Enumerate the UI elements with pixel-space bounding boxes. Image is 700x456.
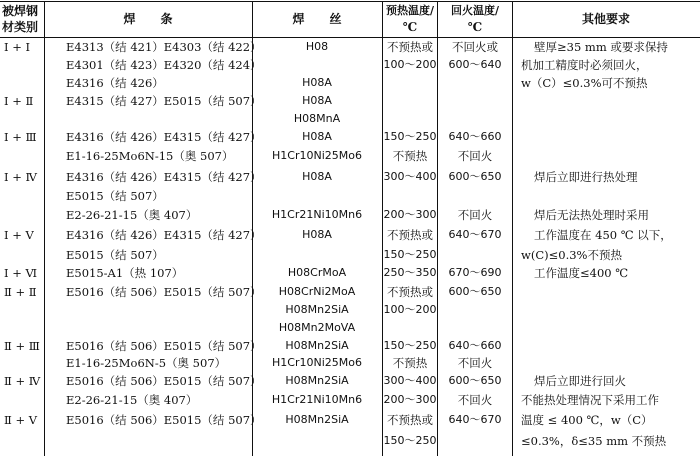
header-other: 其他要求 (581, 12, 631, 26)
electrode-line: E5016（结 506）E5015（结 507） (66, 374, 262, 388)
temper-value: 不回火 (457, 356, 493, 370)
header-preheat: 预热温度/ (385, 4, 435, 17)
wire-line: H08A (302, 228, 332, 241)
temper-value: 640～670 (448, 228, 502, 241)
wire-line: H1Cr10Ni25Mo6 (272, 356, 362, 369)
preheat-value: 250～350 (383, 266, 437, 279)
temper-value: 640～670 (448, 413, 502, 426)
other-requirement: w（C）≤0.3%可不预热 (521, 76, 648, 90)
row-category: Ⅰ + Ⅰ (4, 40, 31, 54)
temper-value: 640～660 (448, 339, 502, 352)
preheat-value: 200～300 (383, 208, 437, 221)
preheat-value: 不预热或 (387, 285, 433, 299)
electrode-line: E2-26-21-15（奥 407） (66, 393, 198, 407)
preheat-value: 不预热或 (387, 40, 433, 54)
electrode-line: E2-26-21-15（奥 407） (66, 208, 198, 222)
wire-line: H08Mn2SiA (285, 303, 349, 316)
electrode-line: E4301（结 423）E4320（结 424） (66, 58, 262, 72)
electrode-line: E5016（结 506）E5015（结 507） (66, 339, 262, 353)
wire-line: H08Mn2MoVA (278, 321, 356, 334)
header-material-category-2: 材类别 (2, 20, 39, 34)
electrode-line: E5016（结 506）E5015（结 507） (66, 285, 262, 299)
header-preheat-unit: ℃ (402, 20, 418, 34)
preheat-value: 100～200 (383, 303, 437, 316)
other-requirement: 焊后无法热处理时采用 (534, 208, 649, 222)
temper-value: 670～690 (448, 266, 502, 279)
temper-value: 600～650 (448, 170, 502, 183)
preheat-value: 不预热 (392, 356, 428, 370)
preheat-value: 150～250 (383, 339, 437, 352)
preheat-value: 200～300 (383, 393, 437, 406)
other-requirement: 工作温度≤400 ℃ (534, 266, 629, 280)
row-category: Ⅰ + Ⅲ (4, 130, 37, 144)
row-category: Ⅰ + Ⅳ (4, 170, 37, 184)
preheat-value: 150～250 (383, 248, 437, 261)
preheat-value: 300～400 (383, 374, 437, 387)
temper-value: 640～660 (448, 130, 502, 143)
preheat-value: 150～250 (383, 434, 437, 447)
row-category: Ⅰ + Ⅴ (4, 228, 34, 242)
other-requirement: 温度 ≤ 400 ℃，w（C） (521, 413, 653, 427)
table-top-border (0, 1, 700, 2)
wire-line: H1Cr21Ni10Mn6 (271, 393, 363, 406)
wire-line: H08CrMoA (287, 266, 347, 279)
header-wire: 焊 丝 (292, 12, 342, 26)
wire-line: H1Cr10Ni25Mo6 (272, 149, 362, 162)
preheat-value: 不预热 (392, 149, 428, 163)
wire-line: H08A (302, 130, 332, 143)
electrode-line: E4316（结 426）E4315（结 427） (66, 228, 262, 242)
other-requirement: 壁厚≥35 mm 或要求保持 (534, 40, 668, 54)
temper-value: 不回火 (457, 149, 493, 163)
electrode-line: E4316（结 426）E4315（结 427） (66, 130, 262, 144)
other-requirement: 焊后立即进行回火 (534, 374, 626, 388)
wire-line: H08 (305, 40, 329, 53)
header-temper-unit: ℃ (467, 20, 483, 34)
row-category: Ⅱ + Ⅳ (4, 374, 41, 388)
wire-line: H08A (302, 94, 332, 107)
electrode-line: E1-16-25Mo6N-5（奥 507） (66, 356, 227, 370)
electrode-line: E5016（结 506）E5015（结 507） (66, 413, 262, 427)
other-requirement: 不能热处理情况下采用工作 (521, 393, 659, 407)
row-category: Ⅱ + Ⅴ (4, 413, 38, 427)
col-divider-5 (512, 1, 513, 456)
preheat-value: 150～250 (383, 130, 437, 143)
header-material-category: 被焊钢 (2, 4, 39, 18)
temper-value: 600～650 (448, 374, 502, 387)
temper-value: 600～640 (448, 58, 502, 71)
preheat-value: 不预热或 (387, 228, 433, 242)
other-requirement: 工作温度在 450 ℃ 以下， (534, 228, 672, 242)
electrode-line: E4315（结 427）E5015（结 507） (66, 94, 262, 108)
electrode-line: E5015（结 507） (66, 248, 164, 262)
wire-line: H08MnA (293, 112, 341, 125)
row-category: Ⅱ + Ⅱ (4, 285, 37, 299)
temper-value: 不回火 (457, 393, 493, 407)
row-category: Ⅰ + Ⅱ (4, 94, 34, 108)
electrode-line: E4313（结 421）E4303（结 422） (66, 40, 262, 54)
other-requirement: w(C)≤0.3%不预热 (521, 248, 622, 262)
row-category: Ⅰ + Ⅵ (4, 266, 38, 280)
electrode-line: E4316（结 426）E4315（结 427） (66, 170, 262, 184)
other-requirement: 机加工精度时必须回火， (521, 58, 648, 72)
temper-value: 不回火 (457, 208, 493, 222)
col-divider-4 (437, 1, 438, 456)
wire-line: H08A (302, 170, 332, 183)
wire-line: H08Mn2SiA (285, 339, 349, 352)
preheat-value: 300～400 (383, 170, 437, 183)
electrode-line: E5015（结 507） (66, 189, 164, 203)
electrode-line: E1-16-25Mo6N-15（奥 507） (66, 149, 234, 163)
temper-value: 600～650 (448, 285, 502, 298)
wire-line: H08CrNi2MoA (278, 285, 356, 298)
header-bottom-rule (0, 37, 700, 38)
col-divider-1 (44, 1, 45, 456)
preheat-value: 100～200 (383, 58, 437, 71)
header-temper: 回火温度/ (450, 4, 500, 17)
row-category: Ⅱ + Ⅲ (4, 339, 40, 353)
wire-line: H1Cr21Ni10Mn6 (271, 208, 363, 221)
wire-line: H08Mn2SiA (285, 413, 349, 426)
preheat-value: 不预热或 (387, 413, 433, 427)
temper-value: 不回火或 (452, 40, 498, 54)
other-requirement: 焊后立即进行热处理 (534, 170, 638, 184)
wire-line: H08A (302, 76, 332, 89)
electrode-line: E4316（结 426） (66, 76, 164, 90)
wire-line: H08Mn2SiA (285, 374, 349, 387)
electrode-line: E5015-A1（热 107） (66, 266, 184, 280)
other-requirement: ≤0.3%，δ≤35 mm 不预热 (521, 434, 667, 448)
header-electrode: 焊 条 (123, 12, 173, 26)
